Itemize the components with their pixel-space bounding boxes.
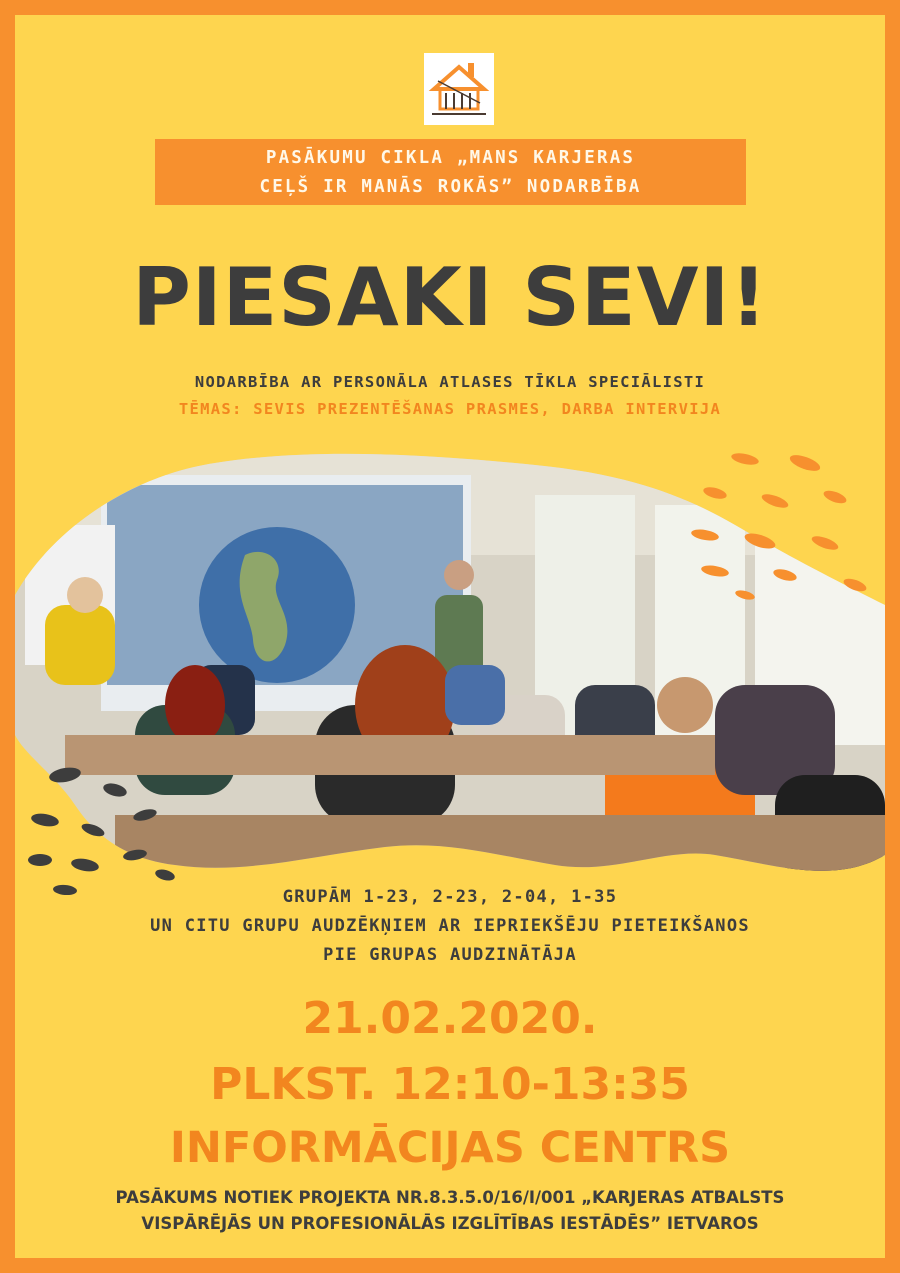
footer-line-2: VISPĀRĒJĀS UN PROFESIONĀLĀS IZGLĪTĪBAS IESTĀDĒS” IETVAROS	[141, 1214, 759, 1233]
poster	[15, 15, 885, 1258]
subtitle-topics: TĒMAS: SEVIS PREZENTĒŠANAS PRASMES, DARBA INTERVIJA	[178, 400, 722, 418]
project-footer	[15, 1185, 885, 1237]
banner-line-1: PASĀKUMU CIKLA „MANS KARJERAS	[265, 148, 636, 168]
event-date: 21.02.2020.	[302, 993, 598, 1044]
groups-line-1: GRUPĀM 1-23, 2-23, 2-04, 1-35	[282, 887, 618, 907]
banner-line-2: CEĻŠ IR MANĀS ROKĀS” NODARBĪBA	[259, 177, 642, 197]
logo	[424, 53, 494, 125]
headline: PIESAKI SEVI!	[132, 251, 768, 344]
event-location: INFORMĀCIJAS CENTRS	[169, 1123, 731, 1173]
footer-line-1: PASĀKUMS NOTIEK PROJEKTA NR.8.3.5.0/16/I/001 „KARJERAS ATBALSTS	[115, 1188, 785, 1207]
event-time: PLKST. 12:10-13:35	[210, 1059, 690, 1110]
house-logo-icon	[424, 53, 494, 125]
target-groups	[15, 883, 885, 970]
event-series-banner	[155, 139, 746, 205]
groups-line-2: UN CITU GRUPU AUDZĒKŅIEM AR IEPRIEKŠĒJU PIETEIKŠANOS	[150, 916, 750, 936]
classroom-photo	[15, 435, 885, 895]
subtitle-line-1: NODARBĪBA AR PERSONĀLA ATLASES TĪKLA SPECIĀLISTI	[194, 373, 706, 391]
groups-line-3: PIE GRUPAS AUDZINĀTĀJA	[323, 945, 577, 965]
